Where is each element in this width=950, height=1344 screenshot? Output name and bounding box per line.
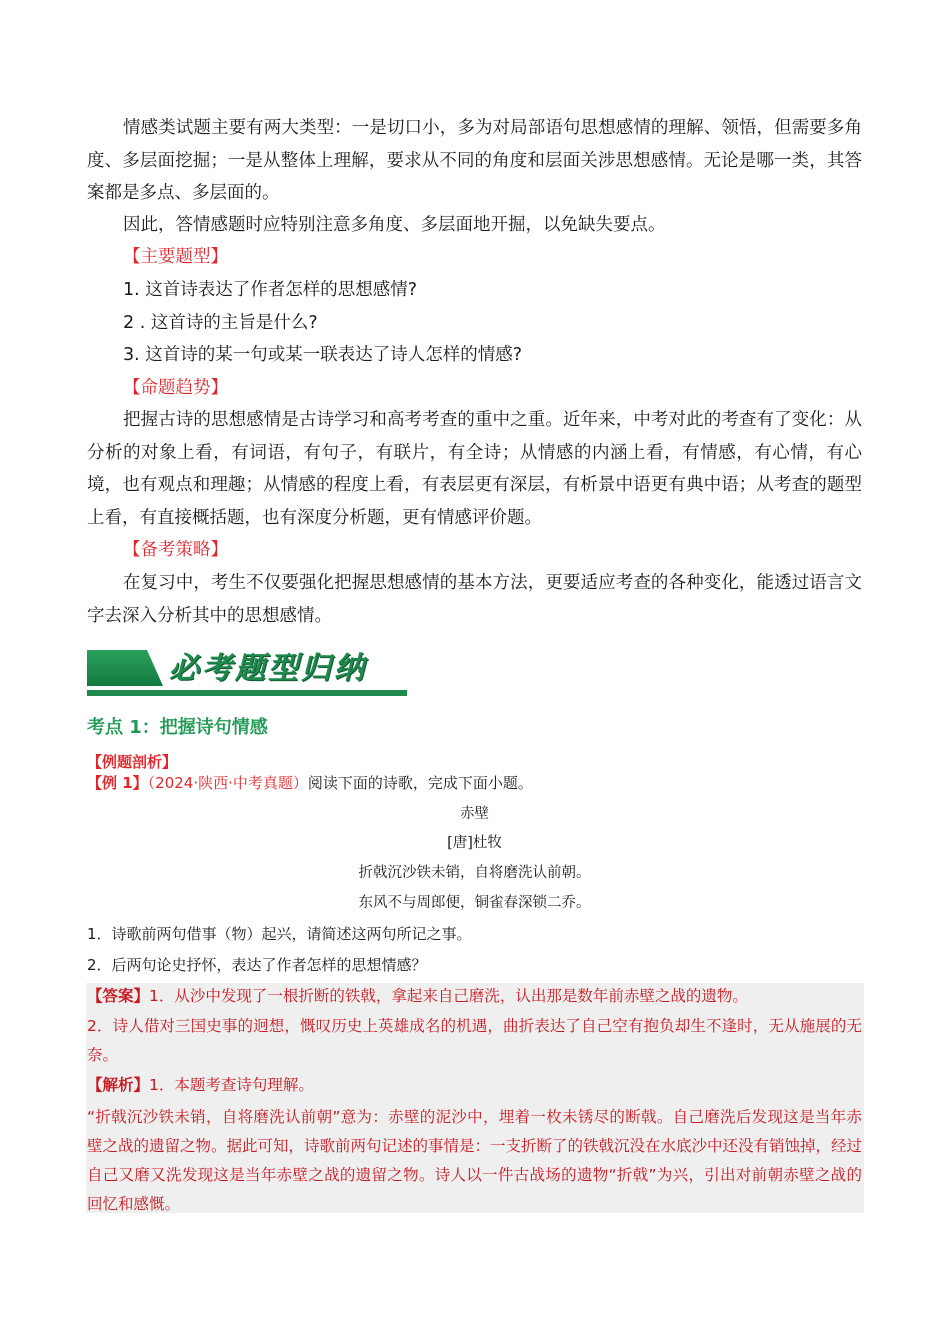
answer-2: 2．诗人借对三国史事的迥想，慨叹历史上英雄成名的机遇，曲折表达了自己空有抱负却生不逢时，无从施展的无奈。 — [87, 1017, 862, 1064]
poem-author: [唐]杜牧 — [447, 835, 502, 851]
intro-paragraph-1: 情感类试题主要有两大类型：一是切口小，多为对局部语句思想感情的理解、领悟，但需要多角度、多层面挖掘；一是从整体上理解，要求从不同的角度和层面关涉思想感情。无论是哪一类，其答案都是多点、多层面的。 — [87, 118, 862, 203]
analysis-first-text: 1．本题考查诗句理解。 — [149, 1076, 314, 1094]
example-prompt: 阅读下面的诗歌，完成下面小题。 — [307, 774, 533, 792]
example-intro — [87, 772, 533, 794]
section-banner — [87, 648, 407, 698]
main-type-item-2: 2 . 这首诗的主旨是什么? — [123, 313, 318, 333]
poem-title: 赤壁 — [460, 806, 489, 822]
main-type-item-3: 3. 这首诗的某一句或某一联表达了诗人怎样的情感? — [123, 345, 523, 365]
main-types-heading: 【主要题型】 — [123, 247, 228, 267]
strategy-paragraph: 在复习中，考生不仅要强化把握思想感情的基本方法，更要适应考查的各种变化，能透过语言文字去深入分析其中的思想感情。 — [87, 573, 862, 626]
answer-1 — [87, 982, 862, 1011]
main-type-item-1: 1. 这首诗表达了作者怎样的思想感情? — [123, 280, 418, 300]
trend-heading: 【命题趋势】 — [123, 378, 228, 398]
question-2: 2．后两句论史抒怀，表达了作者怎样的思想情感？ — [87, 956, 427, 974]
analysis-label: 【解析】 — [87, 1076, 150, 1094]
poem-line-2: 东风不与周郎便，铜雀春深锁二乔。 — [358, 895, 591, 911]
poem-line-1: 折戟沉沙铁未销，自将磨洗认前朝。 — [358, 865, 591, 881]
answer-label: 【答案】 — [87, 987, 150, 1005]
question-1: 1．诗歌前两句借事（物）起兴，请简述这两句所记之事。 — [87, 925, 472, 943]
kaodian-title: 考点 1：把握诗句情感 — [87, 717, 268, 738]
example-source: （2024·陕西·中考真题） — [147, 774, 308, 792]
intro-paragraph-2: 因此，答情感题时应特别注意多角度、多层面地开掘，以免缺失要点。 — [123, 215, 666, 235]
analysis-text: “折戟沉沙铁未销，自将磨洗认前朝”意为：赤壁的泥沙中，埋着一枚未锈尽的断戟。自己磨洗后发现这是当年赤壁之战的遗留之物。据此可知，诗歌前两句记述的事情是：一支折断了的铁戟沉没在水底沙中还没有销蚀掉，经过自己又磨又洗发现这是当年赤壁之战的遗留之物。诗人以一件古战场的遗物“折戟”为兴，引出对前朝赤壁之战的回忆和感慨。 — [87, 1108, 863, 1213]
analysis-first — [87, 1071, 862, 1100]
answer-1-text: 1．从沙中发现了一根折断的铁戟，拿起来自己磨洗，认出那是数年前赤壁之战的遗物。 — [149, 987, 748, 1005]
example-label: 【例 1】 — [87, 774, 148, 792]
example-section-label: 【例题剖析】 — [87, 753, 178, 771]
strategy-heading: 【备考策略】 — [123, 540, 228, 560]
trend-paragraph: 把握古诗的思想感情是古诗学习和高考考查的重中之重。近年来，中考对此的考查有了变化：从分析的对象上看，有词语，有句子，有联片，有全诗；从情感的内涵上看，有情感，有心情，有心境，也有观点和理趣；从情感的程度上看，有表层更有深层，有析景中语更有典中语；从考查的题型上看，有直接概括题，也有深度分析题，更有情感评价题。 — [87, 410, 862, 528]
banner-title: 必考题型归纳 — [169, 651, 367, 686]
